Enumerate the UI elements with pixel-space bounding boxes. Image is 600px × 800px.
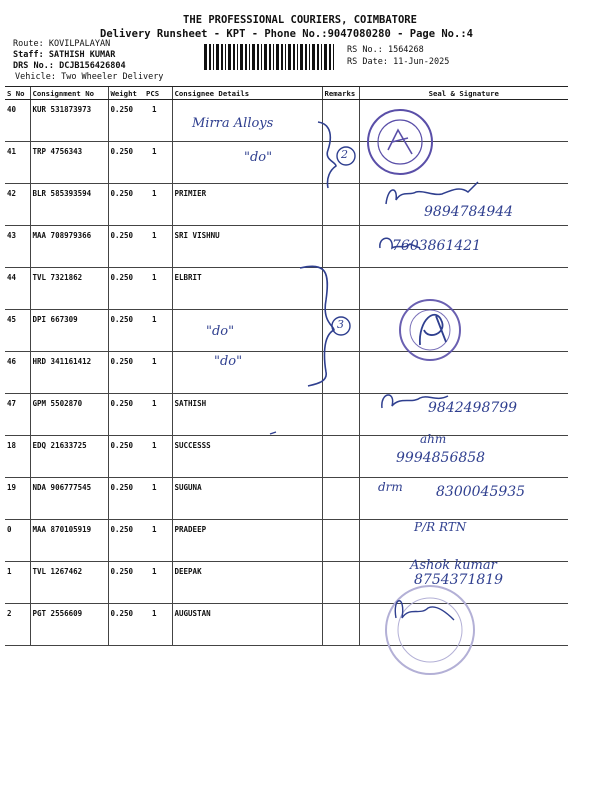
row-weight: 0.250 [108, 100, 144, 142]
col-weight-header: Weight [108, 87, 144, 100]
row-pcs: 1 [144, 226, 172, 268]
row-consignment-no: KUR 531873973 [30, 100, 108, 142]
signature-42 [386, 182, 478, 204]
row-sno: 46 [5, 352, 30, 394]
row-pcs: 1 [144, 520, 172, 562]
row-pcs: 1 [144, 436, 172, 478]
drs-line: DRS No.: DCJB156426804 [13, 61, 126, 71]
row-consignment-no: NDA 906777545 [30, 478, 108, 520]
signature-52 [395, 601, 454, 620]
tick-mark [270, 432, 276, 434]
handwritten-ditto-1: "do" [244, 150, 273, 165]
row-consignee: SUGUNA [172, 478, 322, 520]
staff-line: Staff: SATHISH KUMAR [13, 50, 116, 60]
row-sno: 19 [5, 478, 30, 520]
row-weight: 0.250 [108, 478, 144, 520]
company-title: THE PROFESSIONAL COURIERS, COIMBATORE [183, 14, 417, 26]
faint-stamp-bottom [386, 586, 474, 674]
col-sno-header: S No [5, 87, 30, 100]
row-sno: 43 [5, 226, 30, 268]
handwritten-mirra-alloys: Mirra Alloys [192, 116, 274, 131]
row-sno: 47 [5, 394, 30, 436]
handwritten-phone-49: 8300045935 [436, 484, 526, 500]
col-pcs-header: PCS [144, 87, 172, 100]
row-consignment-no: EDQ 21633725 [30, 436, 108, 478]
row-consignee: SRI VISHNU [172, 226, 322, 268]
row-consignment-no: DPI 667309 [30, 310, 108, 352]
courier-stamp-top [368, 110, 432, 174]
handwritten-ditto-3: "do" [214, 354, 243, 369]
row-weight: 0.250 [108, 268, 144, 310]
row-sno: 45 [5, 310, 30, 352]
handwritten-phone-47: 9842498799 [428, 400, 518, 416]
row-pcs: 1 [144, 478, 172, 520]
row-consignment-no: TRP 4756343 [30, 142, 108, 184]
row-consignee: PRIMIER [172, 184, 322, 226]
handwritten-phone-51: 8754371819 [414, 572, 504, 588]
row-consignee: SUCCESSS [172, 436, 322, 478]
row-pcs: 1 [144, 100, 172, 142]
row-sno: 2 [5, 604, 30, 646]
row-pcs: 1 [144, 604, 172, 646]
row-sno: 18 [5, 436, 30, 478]
row-sno: 41 [5, 142, 30, 184]
handwritten-sign-48: ahm [420, 432, 447, 446]
row-sno: 40 [5, 100, 30, 142]
row-pcs: 1 [144, 310, 172, 352]
rs-no-line: RS No.: 1564268 [347, 45, 424, 55]
handwritten-rtn: P/R RTN [414, 520, 467, 534]
row-consignee: AUGUSTAN [172, 604, 322, 646]
handwritten-phone-43: 7603861421 [392, 238, 482, 254]
row-consignment-no: MAA 870105919 [30, 520, 108, 562]
row-pcs: 1 [144, 352, 172, 394]
handwritten-circle-2-label: 2 [341, 148, 348, 161]
company-stamp-middle [400, 300, 460, 360]
row-weight: 0.250 [108, 142, 144, 184]
handwritten-phone-42: 9894784944 [424, 204, 514, 220]
row-consignee: SATHISH [172, 394, 322, 436]
col-signature-header: Seal & Signature [359, 87, 568, 100]
row-weight: 0.250 [108, 520, 144, 562]
rs-date-line: RS Date: 11-Jun-2025 [347, 57, 450, 67]
brace-top [318, 122, 336, 188]
vehicle-line: Vehicle: Two Wheeler Delivery [15, 72, 164, 82]
runsheet-subtitle: Delivery Runsheet - KPT - Phone No.:9047080280 - Page No.:4 [100, 28, 473, 40]
row-weight: 0.250 [108, 226, 144, 268]
route-line: Route: KOVILPALAYAN [13, 39, 111, 49]
row-consignment-no: TVL 7321862 [30, 268, 108, 310]
row-consignment-no: MAA 708979366 [30, 226, 108, 268]
row-consignee: DEEPAK [172, 562, 322, 604]
row-pcs: 1 [144, 184, 172, 226]
row-pcs: 1 [144, 394, 172, 436]
row-consignment-no: TVL 1267462 [30, 562, 108, 604]
row-pcs: 1 [144, 268, 172, 310]
row-weight: 0.250 [108, 310, 144, 352]
row-pcs: 1 [144, 562, 172, 604]
handwritten-phone-48: 9994856858 [396, 450, 486, 466]
row-consignee: PRADEEP [172, 520, 322, 562]
row-consignment-no: GPM 5502870 [30, 394, 108, 436]
row-sno: 1 [5, 562, 30, 604]
handwritten-sign-49: drm [378, 480, 403, 494]
row-weight: 0.250 [108, 184, 144, 226]
brace-middle [300, 266, 334, 386]
row-weight: 0.250 [108, 394, 144, 436]
handwritten-ditto-2: "do" [206, 324, 235, 339]
row-sno: 44 [5, 268, 30, 310]
handwritten-circle-3-label: 3 [337, 318, 344, 331]
row-sno: 0 [5, 520, 30, 562]
col-consignee-header: Consignee Details [172, 87, 322, 100]
row-consignment-no: PGT 2556609 [30, 604, 108, 646]
row-weight: 0.250 [108, 436, 144, 478]
handwritten-ashok-kumar: Ashok kumar [410, 558, 497, 573]
row-weight: 0.250 [108, 562, 144, 604]
row-consignment-no: HRD 341161412 [30, 352, 108, 394]
row-weight: 0.250 [108, 604, 144, 646]
row-consignee: ELBRIT [172, 268, 322, 310]
row-sno: 42 [5, 184, 30, 226]
col-consignment-header: Consignment No [30, 87, 108, 100]
row-weight: 0.250 [108, 352, 144, 394]
row-pcs: 1 [144, 142, 172, 184]
row-consignment-no: BLR 585393594 [30, 184, 108, 226]
col-remarks-header: Remarks [322, 87, 359, 100]
